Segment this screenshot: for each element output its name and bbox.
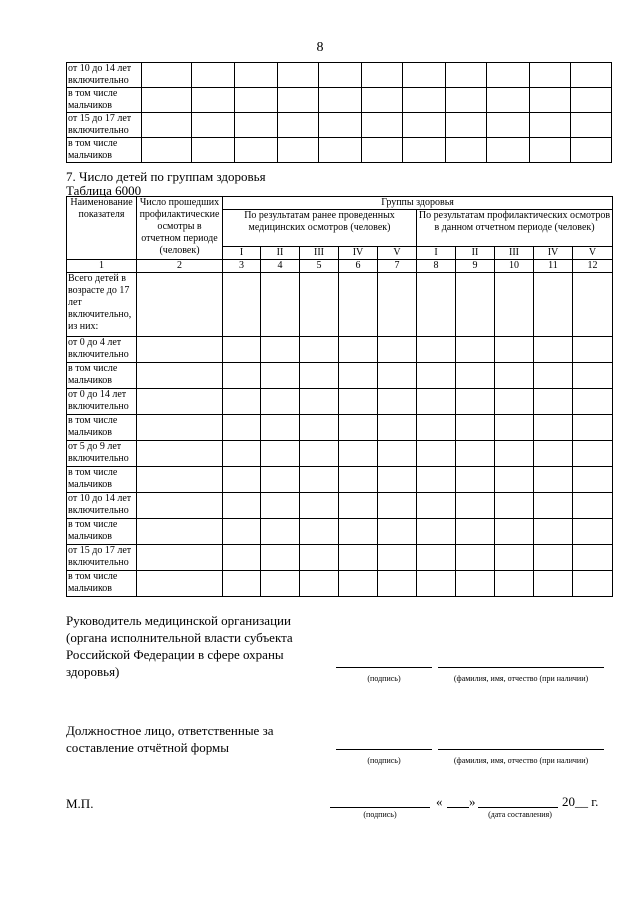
table-row [67, 415, 613, 441]
data-cell [573, 337, 613, 363]
data-cell [571, 113, 612, 138]
row-label: от 0 до 14 лет включительно [67, 389, 137, 415]
data-cell [137, 273, 223, 337]
data-cell [339, 571, 378, 597]
header-groups: Группы здоровья [223, 197, 613, 210]
data-cell [137, 519, 223, 545]
data-cell [534, 571, 573, 597]
data-cell [530, 88, 571, 113]
data-cell [362, 113, 403, 138]
data-cell [573, 441, 613, 467]
table-row [67, 337, 613, 363]
data-cell [495, 337, 534, 363]
data-cell [261, 519, 300, 545]
header-current: По результатам профилактических осмотров в данном отчетном периоде (человек) [417, 210, 613, 247]
group-header: II [456, 247, 495, 260]
data-cell [191, 138, 234, 163]
data-cell [573, 389, 613, 415]
data-cell [235, 88, 278, 113]
column-number: 7 [378, 260, 417, 273]
data-cell [378, 415, 417, 441]
data-cell [417, 337, 456, 363]
data-cell [573, 363, 613, 389]
group-header: I [417, 247, 456, 260]
row-label: в том числе мальчиков [67, 519, 137, 545]
row-label: от 10 до 14 лет включительно [67, 63, 142, 88]
data-cell [530, 113, 571, 138]
data-cell [417, 545, 456, 571]
data-cell [278, 113, 319, 138]
data-cell [235, 113, 278, 138]
data-cell [456, 519, 495, 545]
data-cell [571, 63, 612, 88]
data-cell [495, 545, 534, 571]
data-cell [378, 493, 417, 519]
data-cell [261, 273, 300, 337]
data-cell [456, 389, 495, 415]
row-label: от 15 до 17 лет включительно [67, 545, 137, 571]
day-line [447, 807, 469, 808]
data-cell [534, 545, 573, 571]
data-cell [378, 519, 417, 545]
data-cell [495, 467, 534, 493]
data-cell [278, 88, 319, 113]
row-label: от 10 до 14 лет включительно [67, 493, 137, 519]
data-cell [300, 519, 339, 545]
data-cell [487, 138, 530, 163]
data-cell [417, 441, 456, 467]
group-header: III [300, 247, 339, 260]
data-cell [495, 571, 534, 597]
data-cell [417, 415, 456, 441]
data-cell [278, 63, 319, 88]
quote-close: » [469, 794, 476, 809]
data-cell [300, 545, 339, 571]
head-signature-title: Руководитель медицинской организации (органа исполнительной власти субъекта Российской Федерации в сфере охраны здоровья) [66, 613, 293, 679]
data-cell [378, 363, 417, 389]
data-cell [300, 467, 339, 493]
continuation-row [67, 63, 612, 88]
data-cell [456, 273, 495, 337]
data-cell [319, 63, 362, 88]
data-cell [223, 571, 261, 597]
data-cell [378, 273, 417, 337]
group-header: IV [339, 247, 378, 260]
column-number: 12 [573, 260, 613, 273]
data-cell [223, 337, 261, 363]
data-cell [339, 363, 378, 389]
data-cell [300, 389, 339, 415]
data-cell [495, 389, 534, 415]
data-cell [137, 467, 223, 493]
table-row [67, 363, 613, 389]
data-cell [573, 493, 613, 519]
data-cell [573, 273, 613, 337]
data-cell [142, 113, 192, 138]
table-row [67, 389, 613, 415]
data-cell [456, 415, 495, 441]
data-cell [300, 363, 339, 389]
data-cell [319, 113, 362, 138]
table-title: Таблица 6000 [66, 183, 142, 198]
data-cell [137, 389, 223, 415]
data-cell [235, 138, 278, 163]
data-cell [456, 493, 495, 519]
date-caption: (дата составления) [488, 810, 552, 819]
table-row [67, 545, 613, 571]
health-groups-table [66, 196, 613, 597]
column-number: 10 [495, 260, 534, 273]
group-header: V [573, 247, 613, 260]
official-sign-caption: (подпись) [367, 756, 401, 765]
data-cell [571, 138, 612, 163]
official-name-caption: (фамилия, имя, отчество (при наличии) [453, 756, 589, 765]
data-cell [417, 493, 456, 519]
data-cell [339, 441, 378, 467]
data-cell [530, 138, 571, 163]
data-cell [137, 441, 223, 467]
data-cell [456, 467, 495, 493]
data-cell [223, 441, 261, 467]
data-cell [495, 415, 534, 441]
row-label: в том числе мальчиков [67, 88, 142, 113]
data-cell [417, 571, 456, 597]
data-cell [534, 519, 573, 545]
data-cell [446, 88, 487, 113]
data-cell [261, 545, 300, 571]
table-row [67, 519, 613, 545]
row-label: в том числе мальчиков [67, 415, 137, 441]
table-row [67, 467, 613, 493]
data-cell [403, 88, 446, 113]
column-number: 11 [534, 260, 573, 273]
data-cell [456, 363, 495, 389]
data-cell [223, 493, 261, 519]
data-cell [487, 113, 530, 138]
row-label: в том числе мальчиков [67, 571, 137, 597]
data-cell [235, 63, 278, 88]
data-cell [378, 389, 417, 415]
stamp-mark: М.П. [66, 796, 94, 811]
date-signature-line [330, 807, 430, 808]
data-cell [534, 441, 573, 467]
data-cell [261, 441, 300, 467]
table-row [67, 493, 613, 519]
data-cell [362, 138, 403, 163]
data-cell [417, 363, 456, 389]
data-cell [403, 138, 446, 163]
data-cell [573, 415, 613, 441]
table-row [67, 571, 613, 597]
data-cell [534, 273, 573, 337]
data-cell [417, 467, 456, 493]
data-cell [339, 389, 378, 415]
data-cell [339, 493, 378, 519]
column-number: 5 [300, 260, 339, 273]
group-header: IV [534, 247, 573, 260]
data-cell [495, 441, 534, 467]
data-cell [261, 415, 300, 441]
header-examined: Число прошедших профилактические осмотры в отчетном периоде (человек) [137, 197, 223, 260]
data-cell [191, 113, 234, 138]
row-label: от 0 до 4 лет включительно [67, 337, 137, 363]
data-cell [223, 545, 261, 571]
data-cell [137, 415, 223, 441]
data-cell [534, 467, 573, 493]
data-cell [137, 337, 223, 363]
data-cell [456, 337, 495, 363]
header-previous: По результатам ранее проведенных медицинских осмотров (человек) [223, 210, 417, 247]
data-cell [223, 519, 261, 545]
head-name-caption: (фамилия, имя, отчество (при наличии) [453, 674, 589, 683]
data-cell [191, 63, 234, 88]
data-cell [278, 138, 319, 163]
data-cell [417, 389, 456, 415]
data-cell [191, 88, 234, 113]
data-cell [223, 415, 261, 441]
data-cell [573, 519, 613, 545]
data-cell [417, 519, 456, 545]
data-cell [534, 363, 573, 389]
data-cell [300, 571, 339, 597]
quote-open: « [436, 794, 443, 809]
data-cell [417, 273, 456, 337]
data-cell [573, 545, 613, 571]
data-cell [530, 63, 571, 88]
data-cell [261, 389, 300, 415]
column-number: 9 [456, 260, 495, 273]
row-label: от 15 до 17 лет включительно [67, 113, 142, 138]
data-cell [378, 441, 417, 467]
column-number: 8 [417, 260, 456, 273]
data-cell [300, 337, 339, 363]
data-cell [378, 337, 417, 363]
date-sign-caption: (подпись) [363, 810, 397, 819]
data-cell [137, 545, 223, 571]
group-header: III [495, 247, 534, 260]
data-cell [339, 545, 378, 571]
month-line [478, 807, 558, 808]
head-name-line [438, 667, 604, 668]
column-number: 2 [137, 260, 223, 273]
data-cell [573, 571, 613, 597]
continuation-row [67, 88, 612, 113]
data-cell [142, 63, 192, 88]
data-cell [223, 389, 261, 415]
page-number: 8 [316, 40, 324, 55]
data-cell [362, 63, 403, 88]
group-header: II [261, 247, 300, 260]
table-row [67, 273, 613, 337]
data-cell [403, 63, 446, 88]
data-cell [142, 138, 192, 163]
data-cell [137, 493, 223, 519]
data-cell [362, 88, 403, 113]
data-cell [142, 88, 192, 113]
data-cell [223, 467, 261, 493]
official-name-line [438, 749, 604, 750]
data-cell [339, 519, 378, 545]
row-label: в том числе мальчиков [67, 138, 142, 163]
continuation-row [67, 113, 612, 138]
data-cell [261, 467, 300, 493]
data-cell [446, 113, 487, 138]
data-cell [339, 273, 378, 337]
data-cell [495, 363, 534, 389]
data-cell [261, 337, 300, 363]
row-label: в том числе мальчиков [67, 363, 137, 389]
section-title: 7. Число детей по группам здоровья [66, 169, 266, 184]
data-cell [137, 571, 223, 597]
data-cell [300, 273, 339, 337]
row-label: Всего детей в возрасте до 17 лет включительно, из них: [67, 273, 137, 337]
group-header: V [378, 247, 417, 260]
column-number: 1 [67, 260, 137, 273]
data-cell [456, 441, 495, 467]
head-signature-line [336, 667, 432, 668]
data-cell [319, 138, 362, 163]
data-cell [495, 519, 534, 545]
column-number: 3 [223, 260, 261, 273]
data-cell [495, 493, 534, 519]
row-label: в том числе мальчиков [67, 467, 137, 493]
data-cell [300, 493, 339, 519]
data-cell [495, 273, 534, 337]
data-cell [378, 545, 417, 571]
official-signature-title: Должностное лицо, ответственные за составление отчётной формы [66, 723, 274, 755]
table-row [67, 441, 613, 467]
data-cell [261, 571, 300, 597]
data-cell [339, 337, 378, 363]
header-name: Наименование показателя [67, 197, 137, 260]
column-number: 4 [261, 260, 300, 273]
continuation-table [66, 62, 612, 163]
data-cell [534, 337, 573, 363]
data-cell [223, 363, 261, 389]
data-cell [339, 415, 378, 441]
data-cell [487, 88, 530, 113]
year-text: 20__ г. [562, 794, 599, 809]
data-cell [573, 467, 613, 493]
data-cell [534, 415, 573, 441]
data-cell [261, 363, 300, 389]
data-cell [300, 441, 339, 467]
data-cell [261, 493, 300, 519]
data-cell [378, 467, 417, 493]
group-header: I [223, 247, 261, 260]
data-cell [456, 571, 495, 597]
official-signature-line [336, 749, 432, 750]
data-cell [534, 493, 573, 519]
data-cell [446, 63, 487, 88]
data-cell [223, 273, 261, 337]
data-cell [378, 571, 417, 597]
data-cell [487, 63, 530, 88]
continuation-row [67, 138, 612, 163]
data-cell [534, 389, 573, 415]
data-cell [571, 88, 612, 113]
column-number: 6 [339, 260, 378, 273]
data-cell [446, 138, 487, 163]
data-cell [300, 415, 339, 441]
data-cell [319, 88, 362, 113]
data-cell [403, 113, 446, 138]
data-cell [456, 545, 495, 571]
data-cell [137, 363, 223, 389]
data-cell [339, 467, 378, 493]
row-label: от 5 до 9 лет включительно [67, 441, 137, 467]
head-sign-caption: (подпись) [367, 674, 401, 683]
